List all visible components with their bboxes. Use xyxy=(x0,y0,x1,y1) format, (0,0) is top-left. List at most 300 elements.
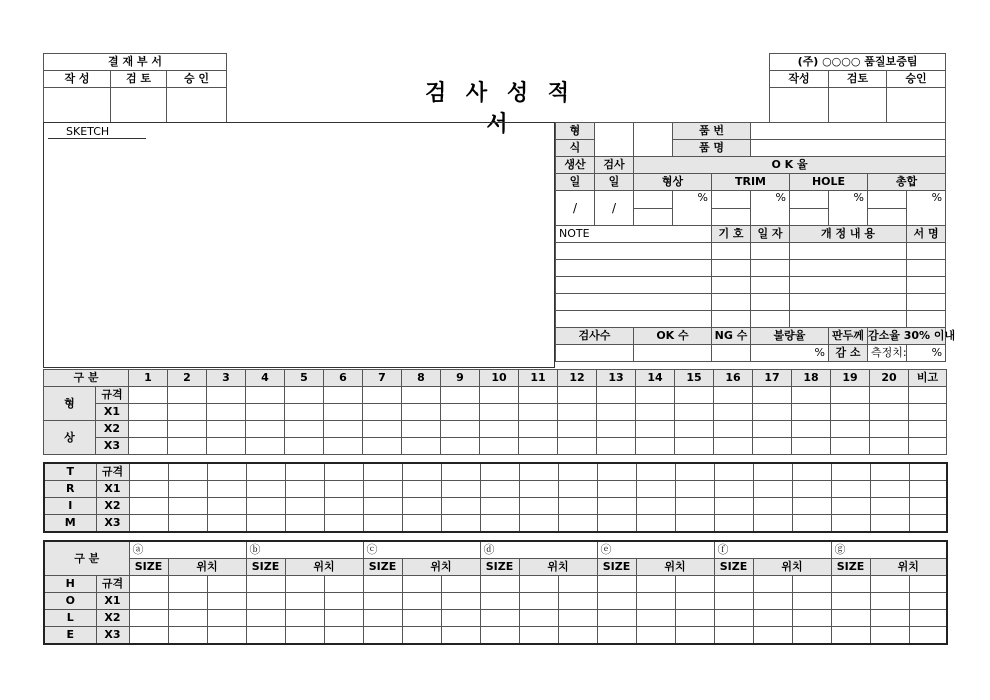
hole-cell[interactable] xyxy=(636,576,675,593)
rev-cell[interactable] xyxy=(751,311,790,328)
hole-cell[interactable] xyxy=(285,610,324,627)
hole-cell[interactable] xyxy=(597,610,636,627)
shape-cell[interactable] xyxy=(324,421,363,438)
shape-cell[interactable] xyxy=(168,387,207,404)
shape-cell[interactable] xyxy=(363,404,402,421)
shape-cell[interactable] xyxy=(675,421,714,438)
shape-cell[interactable] xyxy=(792,387,831,404)
trim-cell[interactable] xyxy=(714,481,753,498)
hole-cell[interactable] xyxy=(714,610,753,627)
trim-cell[interactable] xyxy=(519,515,558,533)
hole-cell[interactable] xyxy=(324,576,363,593)
trim-cell[interactable] xyxy=(753,515,792,533)
sum-ng-value[interactable] xyxy=(712,345,751,362)
hole-cell[interactable] xyxy=(636,627,675,645)
hole-cell[interactable] xyxy=(831,627,870,645)
shape-cell[interactable] xyxy=(519,421,558,438)
hole-cell[interactable] xyxy=(753,593,792,610)
trim-cell[interactable] xyxy=(129,498,168,515)
rev-cell[interactable] xyxy=(751,260,790,277)
trim-cell[interactable] xyxy=(597,481,636,498)
trim-cell[interactable] xyxy=(753,498,792,515)
partno-value[interactable] xyxy=(751,123,946,140)
trim-cell[interactable] xyxy=(246,481,285,498)
shape-cell[interactable] xyxy=(285,438,324,455)
rev-cell[interactable] xyxy=(751,294,790,311)
hole-cell[interactable] xyxy=(714,576,753,593)
shape-cell[interactable] xyxy=(402,387,441,404)
trim-cell[interactable] xyxy=(519,481,558,498)
hole-cell[interactable] xyxy=(480,627,519,645)
trim-cell[interactable] xyxy=(519,498,558,515)
shape-cell[interactable] xyxy=(909,438,947,455)
rev-cell[interactable] xyxy=(790,243,907,260)
hole-cell[interactable] xyxy=(480,610,519,627)
sum-defect-value[interactable]: % xyxy=(751,345,829,362)
hole-cell[interactable] xyxy=(129,576,168,593)
rev-cell[interactable] xyxy=(907,260,946,277)
trim-cell[interactable] xyxy=(597,515,636,533)
hole-cell[interactable] xyxy=(792,610,831,627)
trim-cell[interactable] xyxy=(909,481,947,498)
hole-cell[interactable] xyxy=(441,593,480,610)
shape-cell[interactable] xyxy=(909,404,947,421)
shape-cell[interactable] xyxy=(285,404,324,421)
hole-cell[interactable] xyxy=(168,610,207,627)
trim-cell[interactable] xyxy=(441,481,480,498)
rev-cell[interactable] xyxy=(790,277,907,294)
trim-cell[interactable] xyxy=(480,498,519,515)
hole-cell[interactable] xyxy=(246,610,285,627)
trim-cell[interactable] xyxy=(402,498,441,515)
shape-cell[interactable] xyxy=(714,438,753,455)
hole-cell[interactable] xyxy=(207,610,246,627)
trim-cell[interactable] xyxy=(129,463,168,481)
hole-cell[interactable] xyxy=(480,576,519,593)
trim-cell[interactable] xyxy=(324,463,363,481)
hole-cell[interactable] xyxy=(636,593,675,610)
hole-cell[interactable] xyxy=(792,627,831,645)
hole-cell[interactable] xyxy=(870,576,909,593)
approval-left-sign[interactable] xyxy=(167,88,227,123)
rev-cell[interactable] xyxy=(790,294,907,311)
trim-cell[interactable] xyxy=(558,515,597,533)
shape-cell[interactable] xyxy=(675,404,714,421)
trim-cell[interactable] xyxy=(675,481,714,498)
trim-cell[interactable] xyxy=(675,498,714,515)
shape-cell[interactable] xyxy=(831,387,870,404)
hole-cell[interactable] xyxy=(129,610,168,627)
trim-cell[interactable] xyxy=(480,463,519,481)
trim-cell[interactable] xyxy=(363,515,402,533)
trim-cell[interactable] xyxy=(792,515,831,533)
shape-cell[interactable] xyxy=(753,421,792,438)
hole-cell[interactable] xyxy=(909,610,947,627)
hole-cell[interactable] xyxy=(675,627,714,645)
hole-cell[interactable] xyxy=(597,593,636,610)
trim-cell[interactable] xyxy=(168,498,207,515)
ok-trim-den[interactable] xyxy=(712,208,751,226)
hole-cell[interactable] xyxy=(207,627,246,645)
shape-cell[interactable] xyxy=(402,421,441,438)
trim-cell[interactable] xyxy=(870,463,909,481)
approval-right-sign[interactable] xyxy=(887,88,946,123)
shape-cell[interactable] xyxy=(519,404,558,421)
shape-cell[interactable] xyxy=(870,387,909,404)
hole-cell[interactable] xyxy=(363,593,402,610)
hole-cell[interactable] xyxy=(831,593,870,610)
sum-inspected-value[interactable] xyxy=(556,345,634,362)
hole-cell[interactable] xyxy=(558,576,597,593)
trim-cell[interactable] xyxy=(285,481,324,498)
shape-cell[interactable] xyxy=(168,404,207,421)
shape-cell[interactable] xyxy=(753,387,792,404)
trim-cell[interactable] xyxy=(675,515,714,533)
trim-cell[interactable] xyxy=(441,515,480,533)
rev-cell[interactable] xyxy=(907,243,946,260)
hole-cell[interactable] xyxy=(402,610,441,627)
hole-cell[interactable] xyxy=(753,610,792,627)
trim-cell[interactable] xyxy=(753,463,792,481)
shape-cell[interactable] xyxy=(480,421,519,438)
rev-cell[interactable] xyxy=(712,311,751,328)
shape-cell[interactable] xyxy=(441,421,480,438)
hole-cell[interactable] xyxy=(207,576,246,593)
hole-cell[interactable] xyxy=(363,627,402,645)
hole-cell[interactable] xyxy=(519,610,558,627)
trim-cell[interactable] xyxy=(675,463,714,481)
shape-cell[interactable] xyxy=(792,421,831,438)
hole-cell[interactable] xyxy=(324,610,363,627)
shape-cell[interactable] xyxy=(831,421,870,438)
trim-cell[interactable] xyxy=(168,463,207,481)
ok-hole-den[interactable] xyxy=(790,208,829,226)
shape-cell[interactable] xyxy=(870,438,909,455)
trim-cell[interactable] xyxy=(441,463,480,481)
rev-cell[interactable] xyxy=(907,277,946,294)
shape-cell[interactable] xyxy=(207,404,246,421)
trim-cell[interactable] xyxy=(597,498,636,515)
hole-cell[interactable] xyxy=(480,593,519,610)
shape-cell[interactable] xyxy=(675,438,714,455)
trim-cell[interactable] xyxy=(324,481,363,498)
trim-cell[interactable] xyxy=(207,515,246,533)
hole-cell[interactable] xyxy=(402,576,441,593)
trim-cell[interactable] xyxy=(363,481,402,498)
trim-cell[interactable] xyxy=(909,463,947,481)
trim-cell[interactable] xyxy=(636,498,675,515)
trim-cell[interactable] xyxy=(441,498,480,515)
shape-cell[interactable] xyxy=(207,421,246,438)
note-row[interactable] xyxy=(556,294,712,311)
hole-cell[interactable] xyxy=(168,576,207,593)
hole-cell[interactable] xyxy=(714,627,753,645)
shape-cell[interactable] xyxy=(402,438,441,455)
trim-cell[interactable] xyxy=(636,481,675,498)
shape-cell[interactable] xyxy=(909,387,947,404)
shape-cell[interactable] xyxy=(441,438,480,455)
shape-cell[interactable] xyxy=(558,404,597,421)
trim-cell[interactable] xyxy=(246,498,285,515)
hole-cell[interactable] xyxy=(675,593,714,610)
shape-cell[interactable] xyxy=(441,387,480,404)
shape-cell[interactable] xyxy=(324,438,363,455)
note-row[interactable] xyxy=(556,260,712,277)
hole-cell[interactable] xyxy=(870,610,909,627)
hole-cell[interactable] xyxy=(285,576,324,593)
shape-cell[interactable] xyxy=(207,387,246,404)
ok-total-den[interactable] xyxy=(868,208,907,226)
hole-cell[interactable] xyxy=(207,593,246,610)
shape-cell[interactable] xyxy=(870,421,909,438)
hole-cell[interactable] xyxy=(831,576,870,593)
shape-cell[interactable] xyxy=(597,438,636,455)
note-row[interactable] xyxy=(556,311,712,328)
trim-cell[interactable] xyxy=(207,463,246,481)
approval-right-sign[interactable] xyxy=(829,88,887,123)
shape-cell[interactable] xyxy=(636,421,675,438)
shape-cell[interactable] xyxy=(168,421,207,438)
shape-cell[interactable] xyxy=(168,438,207,455)
hole-cell[interactable] xyxy=(558,593,597,610)
trim-cell[interactable] xyxy=(480,515,519,533)
hole-cell[interactable] xyxy=(597,627,636,645)
trim-cell[interactable] xyxy=(558,481,597,498)
shape-cell[interactable] xyxy=(753,404,792,421)
trim-cell[interactable] xyxy=(324,498,363,515)
sketch-area[interactable] xyxy=(43,122,555,368)
trim-cell[interactable] xyxy=(792,481,831,498)
trim-cell[interactable] xyxy=(714,463,753,481)
trim-cell[interactable] xyxy=(207,481,246,498)
trim-cell[interactable] xyxy=(870,481,909,498)
insp-date-value[interactable]: / xyxy=(595,191,634,226)
hole-cell[interactable] xyxy=(168,593,207,610)
shape-cell[interactable] xyxy=(714,387,753,404)
shape-cell[interactable] xyxy=(558,421,597,438)
approval-left-sign[interactable] xyxy=(111,88,167,123)
trim-cell[interactable] xyxy=(558,463,597,481)
rev-cell[interactable] xyxy=(790,260,907,277)
trim-cell[interactable] xyxy=(207,498,246,515)
hole-cell[interactable] xyxy=(597,576,636,593)
rev-cell[interactable] xyxy=(712,260,751,277)
hole-cell[interactable] xyxy=(168,627,207,645)
approval-right-sign[interactable] xyxy=(770,88,829,123)
rev-cell[interactable] xyxy=(790,311,907,328)
shape-cell[interactable] xyxy=(597,387,636,404)
rev-cell[interactable] xyxy=(751,277,790,294)
trim-cell[interactable] xyxy=(792,498,831,515)
shape-cell[interactable] xyxy=(558,387,597,404)
shape-cell[interactable] xyxy=(909,421,947,438)
trim-cell[interactable] xyxy=(831,515,870,533)
trim-cell[interactable] xyxy=(831,463,870,481)
trim-cell[interactable] xyxy=(363,498,402,515)
trim-cell[interactable] xyxy=(246,515,285,533)
hole-cell[interactable] xyxy=(246,576,285,593)
shape-cell[interactable] xyxy=(792,404,831,421)
shape-cell[interactable] xyxy=(246,421,285,438)
trim-cell[interactable] xyxy=(168,481,207,498)
shape-cell[interactable] xyxy=(246,404,285,421)
trim-cell[interactable] xyxy=(129,515,168,533)
rev-cell[interactable] xyxy=(907,311,946,328)
prod-date-value[interactable]: / xyxy=(556,191,595,226)
trim-cell[interactable] xyxy=(831,481,870,498)
shape-cell[interactable] xyxy=(831,404,870,421)
type-value[interactable] xyxy=(595,123,634,157)
hole-cell[interactable] xyxy=(246,627,285,645)
rev-cell[interactable] xyxy=(907,294,946,311)
trim-cell[interactable] xyxy=(870,498,909,515)
hole-cell[interactable] xyxy=(441,627,480,645)
shape-cell[interactable] xyxy=(714,404,753,421)
trim-cell[interactable] xyxy=(285,498,324,515)
ok-trim-num[interactable] xyxy=(712,191,751,209)
rev-cell[interactable] xyxy=(712,294,751,311)
partname-value[interactable] xyxy=(751,140,946,157)
hole-cell[interactable] xyxy=(909,627,947,645)
trim-cell[interactable] xyxy=(909,498,947,515)
shape-cell[interactable] xyxy=(129,421,168,438)
shape-cell[interactable] xyxy=(480,438,519,455)
sum-ok-value[interactable] xyxy=(634,345,712,362)
ok-shape-num[interactable] xyxy=(634,191,673,209)
trim-cell[interactable] xyxy=(909,515,947,533)
shape-cell[interactable] xyxy=(285,387,324,404)
shape-cell[interactable] xyxy=(558,438,597,455)
trim-cell[interactable] xyxy=(285,515,324,533)
shape-cell[interactable] xyxy=(402,404,441,421)
trim-cell[interactable] xyxy=(480,481,519,498)
shape-cell[interactable] xyxy=(597,421,636,438)
shape-cell[interactable] xyxy=(129,438,168,455)
rev-cell[interactable] xyxy=(712,243,751,260)
hole-cell[interactable] xyxy=(129,593,168,610)
trim-cell[interactable] xyxy=(831,498,870,515)
hole-cell[interactable] xyxy=(831,610,870,627)
shape-cell[interactable] xyxy=(831,438,870,455)
hole-cell[interactable] xyxy=(324,593,363,610)
hole-cell[interactable] xyxy=(402,593,441,610)
shape-cell[interactable] xyxy=(792,438,831,455)
ok-shape-den[interactable] xyxy=(634,208,673,226)
shape-cell[interactable] xyxy=(363,438,402,455)
hole-cell[interactable] xyxy=(909,593,947,610)
hole-cell[interactable] xyxy=(675,610,714,627)
hole-cell[interactable] xyxy=(675,576,714,593)
shape-cell[interactable] xyxy=(675,387,714,404)
trim-cell[interactable] xyxy=(363,463,402,481)
hole-cell[interactable] xyxy=(246,593,285,610)
hole-cell[interactable] xyxy=(285,627,324,645)
trim-cell[interactable] xyxy=(870,515,909,533)
hole-cell[interactable] xyxy=(519,593,558,610)
shape-cell[interactable] xyxy=(363,387,402,404)
ok-total-num[interactable] xyxy=(868,191,907,209)
shape-cell[interactable] xyxy=(480,387,519,404)
trim-cell[interactable] xyxy=(597,463,636,481)
shape-cell[interactable] xyxy=(363,421,402,438)
trim-cell[interactable] xyxy=(792,463,831,481)
shape-cell[interactable] xyxy=(870,404,909,421)
hole-cell[interactable] xyxy=(870,593,909,610)
hole-cell[interactable] xyxy=(519,627,558,645)
hole-cell[interactable] xyxy=(285,593,324,610)
hole-cell[interactable] xyxy=(714,593,753,610)
shape-cell[interactable] xyxy=(285,421,324,438)
trim-cell[interactable] xyxy=(129,481,168,498)
shape-cell[interactable] xyxy=(714,421,753,438)
hole-cell[interactable] xyxy=(792,593,831,610)
shape-cell[interactable] xyxy=(129,387,168,404)
trim-cell[interactable] xyxy=(402,463,441,481)
hole-cell[interactable] xyxy=(753,627,792,645)
shape-cell[interactable] xyxy=(480,404,519,421)
shape-cell[interactable] xyxy=(519,438,558,455)
rev-cell[interactable] xyxy=(751,243,790,260)
shape-cell[interactable] xyxy=(246,387,285,404)
trim-cell[interactable] xyxy=(558,498,597,515)
hole-cell[interactable] xyxy=(636,610,675,627)
hole-cell[interactable] xyxy=(909,576,947,593)
trim-cell[interactable] xyxy=(636,515,675,533)
trim-cell[interactable] xyxy=(285,463,324,481)
hole-cell[interactable] xyxy=(870,627,909,645)
trim-cell[interactable] xyxy=(324,515,363,533)
shape-cell[interactable] xyxy=(246,438,285,455)
hole-cell[interactable] xyxy=(363,576,402,593)
trim-cell[interactable] xyxy=(519,463,558,481)
hole-cell[interactable] xyxy=(519,576,558,593)
trim-cell[interactable] xyxy=(246,463,285,481)
trim-cell[interactable] xyxy=(753,481,792,498)
measured-pct[interactable]: % xyxy=(907,345,946,362)
shape-cell[interactable] xyxy=(441,404,480,421)
shape-cell[interactable] xyxy=(636,438,675,455)
hole-cell[interactable] xyxy=(558,610,597,627)
shape-cell[interactable] xyxy=(597,404,636,421)
hole-cell[interactable] xyxy=(558,627,597,645)
hole-cell[interactable] xyxy=(753,576,792,593)
hole-cell[interactable] xyxy=(363,610,402,627)
trim-cell[interactable] xyxy=(636,463,675,481)
note-row[interactable] xyxy=(556,277,712,294)
ok-hole-num[interactable] xyxy=(790,191,829,209)
note-row[interactable] xyxy=(556,243,712,260)
trim-cell[interactable] xyxy=(714,515,753,533)
hole-cell[interactable] xyxy=(441,610,480,627)
shape-cell[interactable] xyxy=(636,404,675,421)
hole-cell[interactable] xyxy=(324,627,363,645)
hole-cell[interactable] xyxy=(441,576,480,593)
hole-cell[interactable] xyxy=(129,627,168,645)
shape-cell[interactable] xyxy=(636,387,675,404)
shape-cell[interactable] xyxy=(129,404,168,421)
hole-cell[interactable] xyxy=(402,627,441,645)
hole-cell[interactable] xyxy=(792,576,831,593)
shape-cell[interactable] xyxy=(324,404,363,421)
trim-cell[interactable] xyxy=(402,515,441,533)
shape-cell[interactable] xyxy=(324,387,363,404)
shape-cell[interactable] xyxy=(207,438,246,455)
rev-cell[interactable] xyxy=(712,277,751,294)
shape-cell[interactable] xyxy=(519,387,558,404)
approval-left-sign[interactable] xyxy=(44,88,111,123)
shape-cell[interactable] xyxy=(753,438,792,455)
trim-cell[interactable] xyxy=(168,515,207,533)
